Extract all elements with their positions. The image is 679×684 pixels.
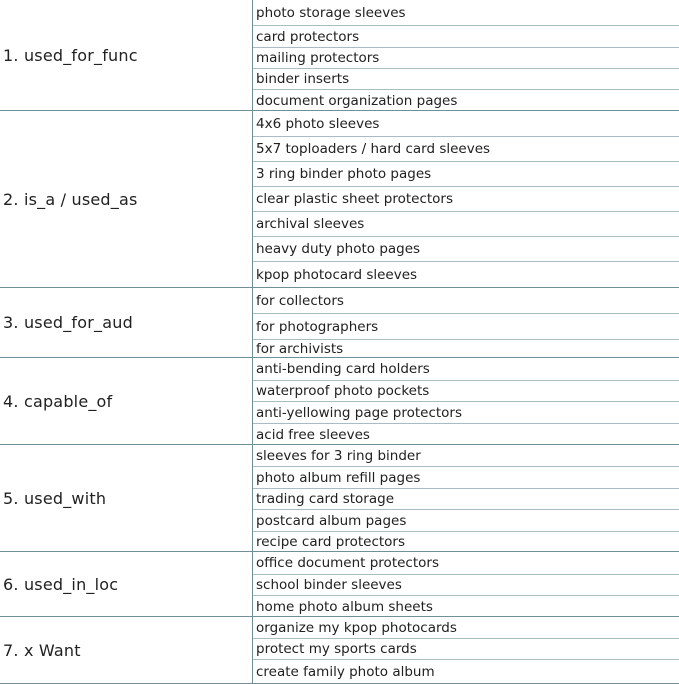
relation-item: for photographers <box>253 314 679 340</box>
relation-item: anti-bending card holders <box>253 358 679 381</box>
relation-item: school binder sleeves <box>253 575 679 596</box>
relation-item: sleeves for 3 ring binder <box>253 445 679 467</box>
relation-group-used-for-aud <box>0 288 679 358</box>
relation-label: 1. used_for_func <box>0 0 253 110</box>
relation-item: for archivists <box>256 341 344 357</box>
relation-item: acid free sleeves <box>256 426 370 443</box>
relation-item: kpop photocard sleeves <box>256 267 418 283</box>
relation-item: anti-yellowing page protectors <box>253 402 679 424</box>
relation-item: heavy duty photo pages <box>253 237 679 262</box>
relation-item: protect my sports cards <box>253 639 679 660</box>
relation-item: create family photo album <box>256 664 435 680</box>
relation-item: clear plastic sheet protectors <box>253 187 679 212</box>
relation-item: home photo album sheets <box>256 598 433 615</box>
relation-item: waterproof photo pockets <box>253 381 679 402</box>
relation-item: for collectors <box>253 288 679 314</box>
relation-item: binder inserts <box>253 69 679 90</box>
relation-label: 5. used_with <box>0 445 253 551</box>
relation-item: trading card storage <box>253 489 679 510</box>
relation-group-x-want <box>0 617 679 684</box>
relation-label: 2. is_a / used_as <box>0 111 253 287</box>
relation-item: 5x7 toploaders / hard card sleeves <box>253 137 679 162</box>
relation-item: photo storage sleeves <box>253 0 679 26</box>
relation-item: recipe card protectors <box>256 534 406 550</box>
relation-group-capable-of <box>0 358 679 445</box>
relation-group-used-for-func <box>0 0 679 111</box>
relation-label: 7. x Want <box>0 617 253 683</box>
relation-group-used-in-loc <box>0 552 679 617</box>
relation-group-is-a-used-as <box>0 111 679 288</box>
relation-label: 6. used_in_loc <box>0 552 253 616</box>
relation-item: office document protectors <box>253 552 679 575</box>
relation-item: 4x6 photo sleeves <box>253 111 679 137</box>
relation-item: 3 ring binder photo pages <box>253 162 679 187</box>
relation-item: archival sleeves <box>253 212 679 237</box>
relation-label: 4. capable_of <box>0 358 253 444</box>
relation-item: photo album refill pages <box>253 467 679 489</box>
relation-label: 3. used_for_aud <box>0 288 253 357</box>
relation-item: postcard album pages <box>253 510 679 532</box>
relation-item: card protectors <box>253 26 679 48</box>
relation-item: mailing protectors <box>253 48 679 69</box>
relation-item: organize my kpop photocards <box>253 617 679 639</box>
relation-group-used-with <box>0 445 679 552</box>
relation-item: document organization pages <box>256 92 458 109</box>
